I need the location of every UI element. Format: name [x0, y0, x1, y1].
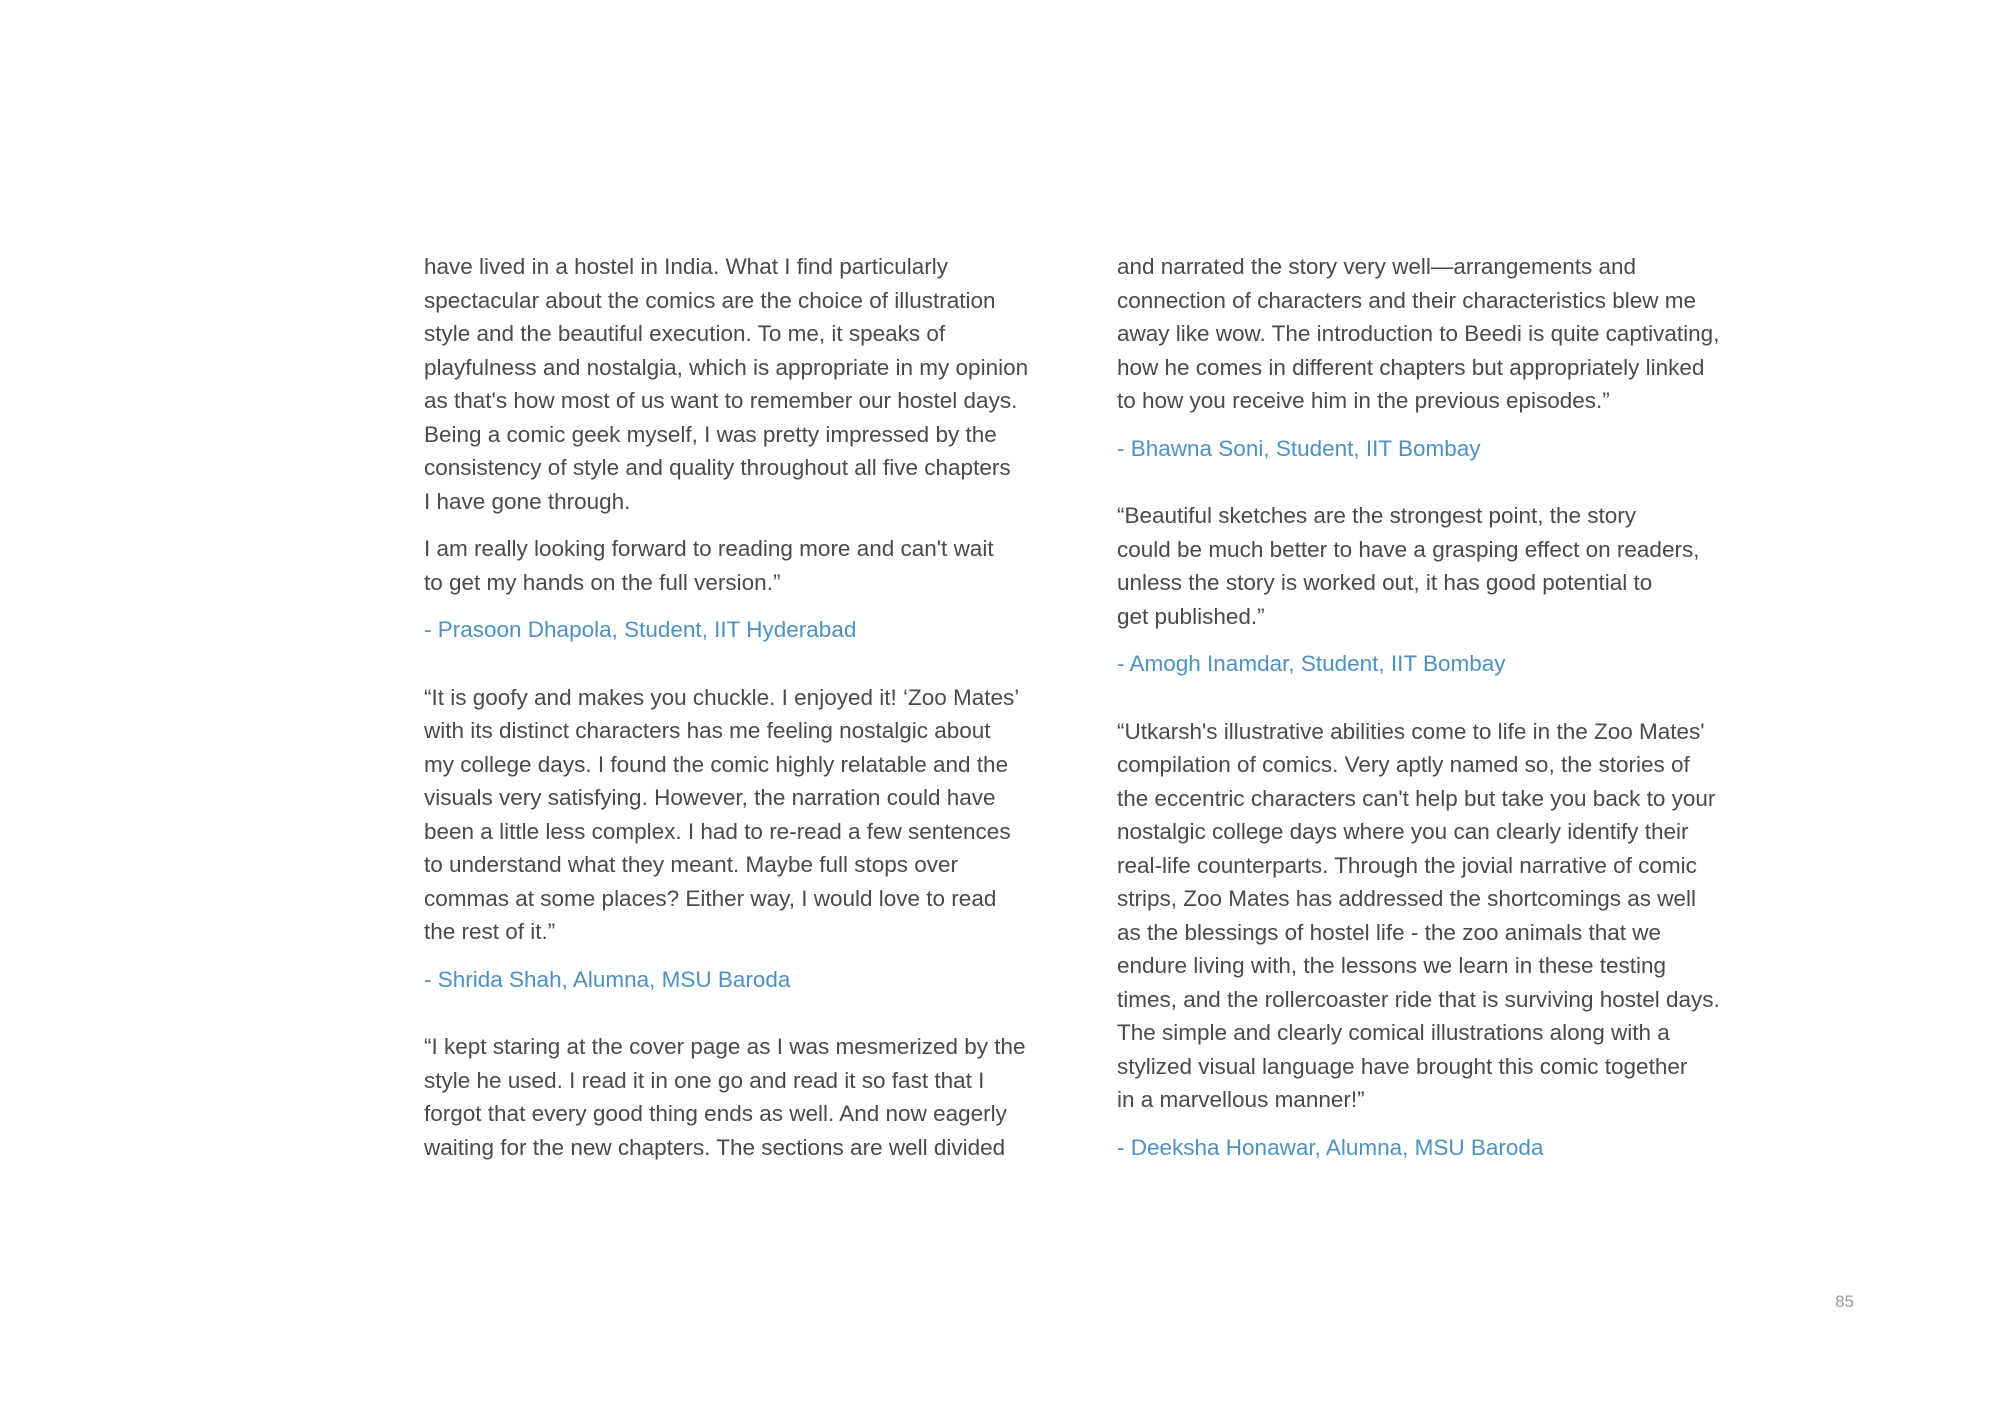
page-number: 85 — [1835, 1292, 1854, 1311]
testimonial-bhawna — [1117, 250, 1777, 465]
text-line: The simple and clearly comical illustrations along with a — [1117, 1020, 1670, 1045]
text-line: forgot that every good thing ends as well. And now eagerly — [424, 1101, 1007, 1126]
text-line: I have gone through. — [424, 488, 631, 514]
text-line: “Beautiful sketches are the strongest point, the story — [1117, 503, 1637, 528]
text-line: “Utkarsh's illustrative abilities come to life in the Zoo Mates' — [1117, 718, 1705, 744]
attribution-bhawna: - Bhawna Soni, Student, IIT Bombay — [1117, 435, 1481, 461]
attribution-deeksha: - Deeksha Honawar, Alumna, MSU Baroda — [1117, 1134, 1544, 1160]
text-line: consistency of style and quality throughout all five chapters — [424, 455, 1011, 480]
testimonial-prasoon — [424, 250, 1084, 647]
text-line: times, and the rollercoaster ride that is surviving hostel days. — [1117, 986, 1720, 1012]
text-line: to how you receive him in the previous episodes.” — [1117, 388, 1610, 413]
text-line: my college days. I found the comic highly relatable and the — [424, 751, 1009, 777]
text-line: connection of characters and their characteristics blew me — [1117, 287, 1697, 313]
text-line: how he comes in different chapters but appropriately linked — [1117, 354, 1705, 380]
testimonial-cover-page — [424, 1030, 1084, 1164]
attribution-amogh: - Amogh Inamdar, Student, IIT Bombay — [1117, 651, 1506, 676]
right-column — [1117, 250, 1777, 1198]
text-line: to get my hands on the full version.” — [424, 569, 781, 595]
text-line: get published.” — [1117, 603, 1265, 629]
text-line: Being a comic geek myself, I was pretty impressed by the — [424, 421, 997, 447]
text-line: in a marvellous manner!” — [1117, 1087, 1365, 1112]
text-line: “I kept staring at the cover page as I was mesmerized by the — [424, 1034, 1026, 1059]
text-line: could be much better to have a grasping effect on readers, — [1117, 536, 1700, 562]
paragraph-gap — [424, 518, 1084, 532]
text-line: with its distinct characters has me feeling nostalgic about — [424, 718, 991, 743]
attribution-prasoon: - Prasoon Dhapola, Student, IIT Hyderabad — [424, 617, 857, 642]
text-line: as that's how most of us want to remember our hostel days. — [424, 388, 1018, 413]
testimonial-shrida — [424, 681, 1084, 997]
text-line: stylized visual language have brought this comic together — [1117, 1053, 1688, 1079]
text-line: as the blessings of hostel life - the zoo animals that we — [1117, 919, 1662, 945]
text-line: nostalgic college days where you can clearly identify their — [1117, 819, 1689, 844]
text-line: endure living with, the lessons we learn in these testing — [1117, 953, 1667, 978]
text-line: compilation of comics. Very aptly named so, the stories of — [1117, 752, 1690, 777]
text-line: the eccentric characters can't help but take you back to your — [1117, 785, 1716, 811]
text-line: away like wow. The introduction to Beedi is quite captivating, — [1117, 321, 1720, 346]
text-line: unless the story is worked out, it has good potential to — [1117, 570, 1653, 595]
left-column — [424, 250, 1084, 1164]
testimonial-amogh — [1117, 499, 1777, 681]
text-line: and narrated the story very well—arrangements and — [1117, 254, 1637, 279]
text-line: commas at some places? Either way, I would love to read — [424, 885, 997, 911]
text-line: style he used. I read it in one go and read it so fast that I — [424, 1067, 985, 1093]
text-line: real-life counterparts. Through the jovial narrative of comic — [1117, 852, 1697, 878]
text-line: been a little less complex. I had to re-read a few sentences — [424, 818, 1011, 844]
text-line: the rest of it.” — [424, 919, 556, 944]
text-line: playfulness and nostalgia, which is appropriate in my opinion — [424, 354, 1029, 380]
text-line: to understand what they meant. Maybe full stops over — [424, 852, 959, 877]
text-line: “It is goofy and makes you chuckle. I enjoyed it! ‘Zoo Mates’ — [424, 684, 1020, 710]
testimonial-deeksha — [1117, 715, 1777, 1165]
text-line: I am really looking forward to reading more and can't wait — [424, 536, 994, 561]
text-line: spectacular about the comics are the choice of illustration — [424, 287, 996, 313]
text-line: strips, Zoo Mates has addressed the shortcomings as well — [1117, 886, 1697, 911]
text-line: visuals very satisfying. However, the narration could have — [424, 785, 996, 810]
text-line: waiting for the new chapters. The sections are well divided — [424, 1134, 1006, 1160]
text-line: have lived in a hostel in India. What I find particularly — [424, 254, 949, 279]
text-line: style and the beautiful execution. To me, it speaks of — [424, 321, 946, 346]
attribution-shrida: - Shrida Shah, Alumna, MSU Baroda — [424, 966, 791, 992]
